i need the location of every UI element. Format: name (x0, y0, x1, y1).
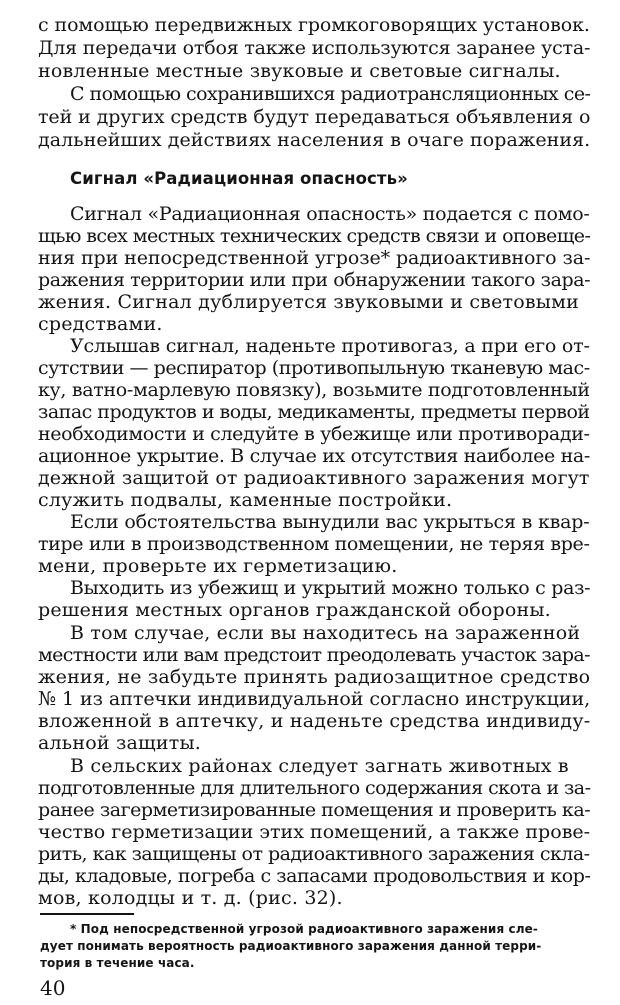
text-line: С помощью сохранившихся радиотрансляционных се- (70, 83, 591, 105)
text-line: альной защиты. (38, 732, 202, 754)
page-number: 40 (40, 976, 66, 1000)
text-line: Сигнал «Радиационная опасность» подается с помо- (70, 203, 590, 225)
text-line: тире или в производственном помещении, не теряя вре- (38, 533, 590, 555)
text-line: дежной защитой от радиоактивного заражения могут (38, 467, 590, 489)
text-line: мов, колодцы и т. д. (рис. 32). (38, 887, 343, 909)
text-line: жения. Сигнал дублируется звуковыми и световыми (38, 291, 579, 313)
text-line: новленные местные звуковые и световые сигналы. (38, 60, 561, 82)
text-line: Выходить из убежищ и укрытий можно только с раз- (70, 577, 591, 599)
text-line: необходимости и следуйте в убежище или противоради- (38, 423, 590, 445)
text-line: мени, проверьте их герметизацию. (38, 555, 398, 577)
text-line: ационное укрытие. В случае их отсутствия наиболее на- (38, 445, 590, 467)
text-line: ды, кладовые, погреба с запасами продовольствия и кор- (38, 865, 591, 887)
text-line: ния при непосредственной угрозе* радиоактивного за- (38, 247, 591, 269)
section-title: Сигнал «Радиационная опасность» (70, 169, 408, 188)
text-line: ранее загерметизированные помещения и проверить ка- (38, 799, 591, 821)
text-line: Если обстоятельства вынудили вас укрыться в квар- (70, 511, 590, 533)
footnote-line: * Под непосредственной угрозой радиоактивного заражения сле- (70, 922, 538, 936)
text-line: Услышав сигнал, наденьте противогаз, а при его от- (70, 335, 590, 357)
text-line: местности или вам предстоит преодолевать участок зара- (38, 644, 590, 666)
text-line: ражения территории или при обнаружении такого зара- (38, 269, 591, 291)
text-line: В сельских районах следует загнать животных в (70, 755, 569, 777)
text-line: служить подвалы, каменные постройки. (38, 489, 453, 511)
text-line: тей и других средств будут передаваться объявления о (38, 106, 591, 128)
text-line: В том случае, если вы находитесь на зараженной (70, 622, 581, 644)
text-line: с помощью передвижных громкоговорящих установок. (38, 14, 590, 36)
text-line: ку, ватно-марлевую повязку), возьмите подготовленный (38, 379, 590, 401)
text-line: средствами. (38, 313, 163, 335)
text-line: чество герметизации этих помещений, а также прове- (38, 821, 591, 843)
text-line: дальнейших действиях населения в очаге поражения. (38, 129, 591, 151)
footnote-line: тория в течение часа. (40, 956, 195, 970)
text-line: Для передачи отбоя также используются заранее уста- (38, 37, 591, 59)
footnote-line: дует понимать вероятность радиоактивного заражения данной терри- (40, 939, 542, 953)
text-line: запас продуктов и воды, медикаменты, предметы первой (38, 401, 590, 423)
text-line: щью всех местных технических средств связи и оповеще- (38, 225, 591, 247)
text-line: № 1 из аптечки индивидуальной согласно инструкции, (38, 688, 591, 710)
text-line: рить, как защищены от радиоактивного заражения скла- (38, 843, 590, 865)
text-line: подготовленные для длительного содержания скота и за- (38, 777, 591, 799)
text-line: решения местных органов гражданской обороны. (38, 599, 551, 621)
text-line: вложенной в аптечку, и наденьте средства индивиду- (38, 710, 591, 732)
text-line: жения, не забудьте принять радиозащитное средство (38, 666, 591, 688)
text-line: сутствии — респиратор (противопыльную тканевую мас- (38, 357, 590, 379)
footnote-divider (40, 913, 134, 915)
